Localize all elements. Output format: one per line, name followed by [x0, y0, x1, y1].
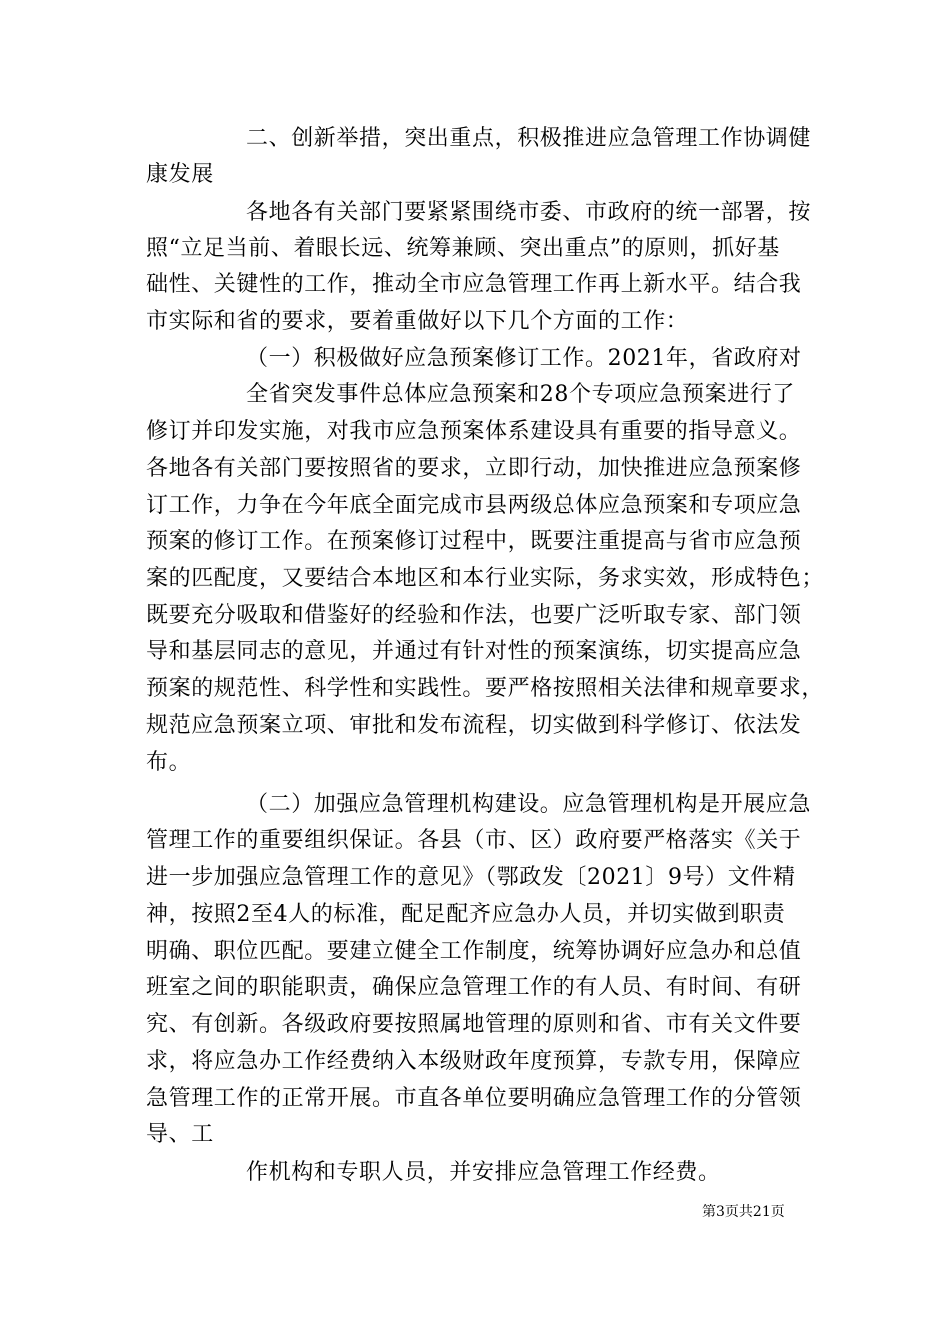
text-line: 各地各有关部门要按照省的要求，立即行动，加快推进应急预案修 — [146, 456, 802, 481]
text-line: （一）积极做好应急预案修订工作。2021年，省政府对 — [246, 346, 802, 371]
text-line: 照“立足当前、着眼长远、统筹兼顾、突出重点”的原则，抓好基 — [146, 236, 780, 261]
page-number: 第3页共21页 — [702, 1204, 785, 1220]
text-line: 班室之间的职能职责，确保应急管理工作的有人员、有时间、有研 — [146, 975, 802, 1000]
text-line: 康发展 — [146, 162, 214, 187]
text-line: 全省突发事件总体应急预案和28个专项应急预案进行了 — [246, 382, 795, 407]
text-line: （二）加强应急管理机构建设。应急管理机构是开展应急 — [246, 792, 812, 817]
text-line: 础性、关键性的工作，推动全市应急管理工作再上新水平。结合我 — [146, 272, 802, 297]
text-line: 明确、职位匹配。要建立健全工作制度，统筹协调好应急办和总值 — [146, 939, 802, 964]
text-line: 各地各有关部门要紧紧围绕市委、市政府的统一部署，按 — [246, 200, 812, 225]
text-line: 作机构和专职人员，并安排应急管理工作经费。 — [246, 1160, 721, 1185]
text-line: 导、工 — [146, 1122, 214, 1147]
text-line: 导和基层同志的意见，并通过有针对性的预案演练，切实提高应急 — [146, 639, 802, 664]
text-line: 二、创新举措，突出重点，积极推进应急管理工作协调健 — [246, 126, 812, 151]
text-line: 进一步加强应急管理工作的意见》（鄂政发〔2021〕9号）文件精 — [146, 865, 796, 890]
text-line: 急管理工作的正常开展。市直各单位要明确应急管理工作的分管领 — [146, 1086, 802, 1111]
text-line: 案的匹配度，又要结合本地区和本行业实际，务求实效，形成特色； — [146, 566, 825, 591]
text-line: 订工作，力争在今年底全面完成市县两级总体应急预案和专项应急 — [146, 493, 802, 518]
text-line: 市实际和省的要求，要着重做好以下几个方面的工作： — [146, 309, 689, 334]
text-line: 既要充分吸取和借鉴好的经验和作法，也要广泛听取专家、部门领 — [146, 603, 802, 628]
text-line: 预案的规范性、科学性和实践性。要严格按照相关法律和规章要求， — [146, 676, 825, 701]
text-line: 管理工作的重要组织保证。各县（市、区）政府要严格落实《关于 — [146, 828, 802, 853]
text-line: 究、有创新。各级政府要按照属地管理的原则和省、市有关文件要 — [146, 1012, 802, 1037]
text-line: 修订并印发实施，对我市应急预案体系建设具有重要的指导意义。 — [146, 419, 802, 444]
text-line: 神，按照2至4人的标准，配足配齐应急办人员，并切实做到职责 — [146, 902, 786, 927]
text-line: 规范应急预案立项、审批和发布流程，切实做到科学修订、依法发 — [146, 713, 802, 738]
text-line: 预案的修订工作。在预案修订过程中，既要注重提高与省市应急预 — [146, 529, 802, 554]
text-line: 求，将应急办工作经费纳入本级财政年度预算，专款专用，保障应 — [146, 1049, 802, 1074]
text-line: 布。 — [146, 750, 192, 775]
